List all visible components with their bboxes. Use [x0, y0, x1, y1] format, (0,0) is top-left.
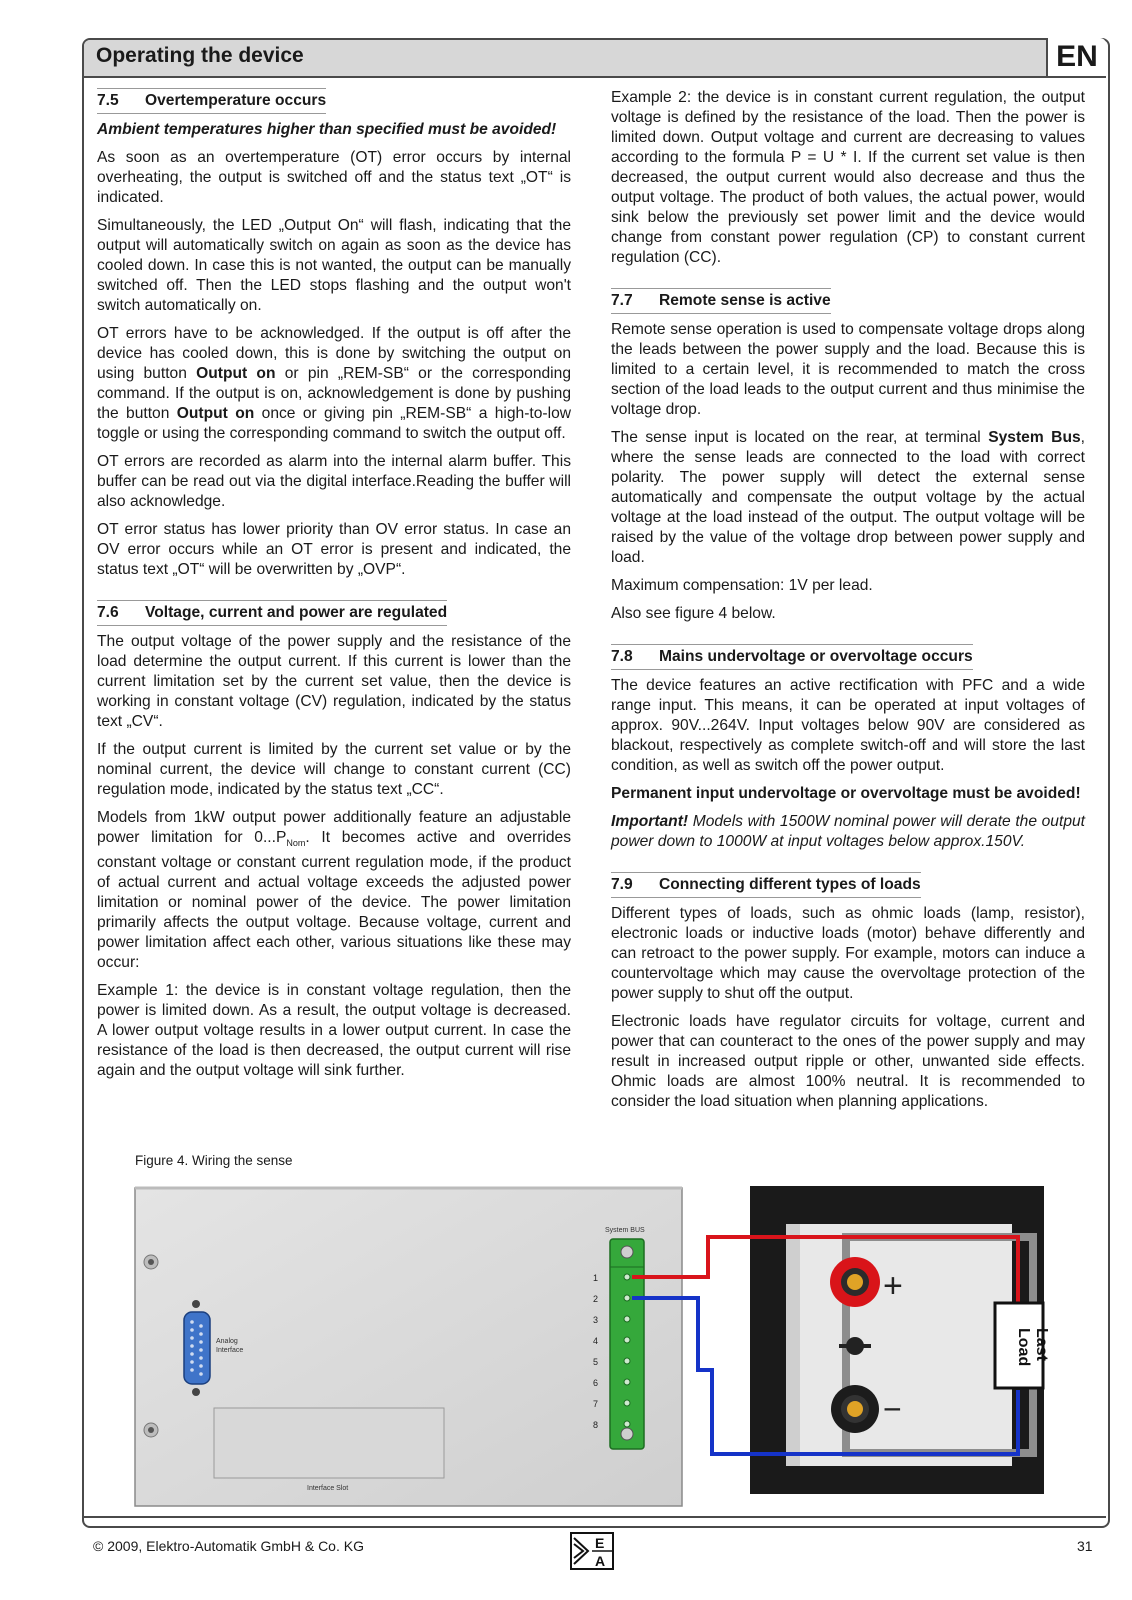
- load-label: Load: [1015, 1328, 1032, 1367]
- paragraph: The output voltage of the power supply and the resistance of the load determine the output current. If this current is lower than the current limitation set by the current set value, then the device is working in constant voltage (CV) regulation, indicated by the status text „CV“.: [97, 633, 571, 730]
- pin-screw: [624, 1400, 630, 1406]
- paragraph: Simultaneously, the LED „Output On“ will flash, indicating that the output will automatically switch on again as soon as the device has cooled down. In case this is not wanted, the output can be manually switched off. Then the LED stops flashing and the output won't switch automatically on.: [97, 217, 571, 314]
- analog-label: Analog: [216, 1338, 238, 1345]
- important-note: Important! Models with 1500W nominal power will derate the output power down to 1000W at input voltages below approx.150V.: [611, 813, 1085, 850]
- ea-logo-icon: [570, 1532, 614, 1570]
- paragraph: Example 2: the device is in constant current regulation, the output voltage is defined by the resistance of the load. Then the power is limited down. Output voltage and current are decreasing to values according to the formula P = U * I. If the current set value is then decreased, the output current would also decrease and thus the output voltage. The product of both values, the actual power, would sink below the previously set power limit and the device would change from constant power regulation (CP) to constant current regulation (CC).: [611, 89, 1085, 266]
- positive-terminal-icon: [830, 1257, 880, 1307]
- pin-screw: [624, 1379, 630, 1385]
- negative-terminal-icon: [831, 1385, 879, 1433]
- section-7-9-heading: 7.9 Connecting different types of loads: [611, 872, 921, 898]
- footer-divider: [84, 1516, 1106, 1518]
- pin-number: 4: [593, 1336, 599, 1346]
- footer-copyright: © 2009, Elektro-Automatik GmbH & Co. KG: [93, 1538, 364, 1554]
- warning-text: Ambient temperatures higher than specified must be avoided!: [97, 121, 557, 138]
- pin-number: 2: [593, 1294, 599, 1304]
- paragraph: Also see figure 4 below.: [611, 605, 776, 622]
- output-plate: [786, 1224, 1012, 1466]
- logo-letter: A: [595, 1553, 606, 1569]
- pin-screw: [624, 1358, 630, 1364]
- analog-interface-connector: [184, 1300, 210, 1396]
- pin-screw: [624, 1337, 630, 1343]
- paragraph: The device features an active rectification with PFC and a wide range input. This means, it can be operated at input voltages of approx. 90V...264V. Input voltages below 90V are considered as blackout, respectively as complete switch-off and will store the last condition, as well as switch off the power output.: [611, 677, 1085, 774]
- paragraph: OT error status has lower priority than OV error status. In case an OV error occurs while an OT error is present and indicated, the status text „OT“ will be overwritten by „OVP“.: [97, 521, 571, 578]
- pin-screw: [624, 1295, 630, 1301]
- paragraph: The sense input is located on the rear, at terminal System Bus, where the sense leads are connected to the load with correct polarity. The power supply will detect the external sense automatically and compensate the output voltage by the actual voltage at the load instead of the output. The output voltage will be raised by the value of the voltage drop between power supply and load.: [611, 429, 1085, 566]
- pin-screw: [624, 1421, 630, 1427]
- plus-sign: +: [883, 1267, 903, 1305]
- paragraph: As soon as an overtemperature (OT) error occurs by internal overheating, the output is switched off and the status text „OT“ is indicated.: [97, 149, 571, 206]
- paragraph: Example 1: the device is in constant voltage regulation, then the power is limited down. As a result, the output voltage is decreased. A lower output voltage results in a lower output current. In case the resistance of the load is then decreased, the output current will rise again and the output voltage will sink further.: [97, 982, 571, 1080]
- warning-text: Permanent input undervoltage or overvoltage must be avoided!: [611, 785, 1081, 802]
- paragraph: Maximum compensation: 1V per lead.: [611, 577, 873, 594]
- logo-letter: E: [595, 1535, 605, 1551]
- section-7-7-heading: 7.7 Remote sense is active: [611, 288, 831, 314]
- interface-slot: [214, 1408, 444, 1478]
- pin-number: 3: [593, 1315, 599, 1325]
- paragraph: OT errors are recorded as alarm into the internal alarm buffer. This buffer can be read out via the digital interface.Reading the buffer will also acknowledge.: [97, 453, 571, 510]
- paragraph: OT errors have to be acknowledged. If the output is off after the device has cooled down, this is done by switching the output on using button Output on or pin „REM-SB“ or the corresponding command. If the output is on, acknowledgement is done by pushing the button Output on once or giving pin „REM-SB“ a high-to-low toggle or using the corresponding command to switch the output off.: [97, 325, 572, 442]
- screw-icon: [144, 1423, 158, 1437]
- interface-slot-label: Interface Slot: [307, 1485, 349, 1492]
- screw-icon: [144, 1255, 158, 1269]
- minus-sign: −: [883, 1391, 902, 1427]
- page-number: 31: [1077, 1538, 1093, 1554]
- header-title: Operating the device: [96, 44, 304, 67]
- paragraph: Different types of loads, such as ohmic loads (lamp, resistor), electronic loads or inductive loads (motor) behave differently and can retroact to the power supply. For example, motors can induce a countervoltage which may cause the overvoltage protection of the power supply to shut off the output.: [611, 905, 1085, 1002]
- figure-caption: Figure 4. Wiring the sense: [135, 1153, 293, 1168]
- pin-number: 6: [593, 1378, 599, 1388]
- pin-number: 1: [593, 1273, 599, 1283]
- pin-number: 8: [593, 1420, 599, 1430]
- section-7-5-heading: 7.5 Overtemperature occurs: [97, 88, 326, 114]
- section-7-6-heading: 7.6 Voltage, current and power are regulated: [97, 600, 447, 626]
- system-bus-terminal: [610, 1239, 644, 1449]
- load-label: Last: [1033, 1328, 1050, 1361]
- language-badge: EN: [1046, 38, 1106, 76]
- pin-screw: [624, 1316, 630, 1322]
- section-7-8-heading: 7.8 Mains undervoltage or overvoltage occurs: [611, 644, 973, 670]
- paragraph: If the output current is limited by the current set value or by the nominal current, the device will change to constant current (CC) regulation mode, indicated by the status text „CC“.: [97, 741, 571, 798]
- pin-screw: [624, 1274, 630, 1280]
- paragraph: Remote sense operation is used to compensate voltage drops along the leads between the power supply and the load. Because this is limited to a certain level, it is recommended to match the cross section of the load leads to the output current and thus minimise the voltage drop.: [611, 321, 1085, 418]
- paragraph: Electronic loads have regulator circuits for voltage, current and power that can counteract to the ones of the power supply and may result in increased output ripple or other, unwanted side effects. Ohmic loads are almost 100% neutral. It is recommended to consider the load situation when planning applications.: [611, 1013, 1085, 1110]
- analog-label: Interface: [216, 1347, 244, 1354]
- pin-number: 7: [593, 1399, 599, 1409]
- pin-number: 5: [593, 1357, 599, 1367]
- paragraph: Models from 1kW output power additionally feature an adjustable power limitation for $0...P_{Nom}$. It becomes active and overrides constant voltage or constant current regulation mode, if the product of actual current and actual voltage exceeds the adjusted power limitation or nominal power of the device. The power limitation primarily affects the output voltage. Because voltage, current and power limitation affect each other, various situations like these may occur:: [97, 809, 571, 972]
- system-bus-label: System BUS: [605, 1227, 645, 1234]
